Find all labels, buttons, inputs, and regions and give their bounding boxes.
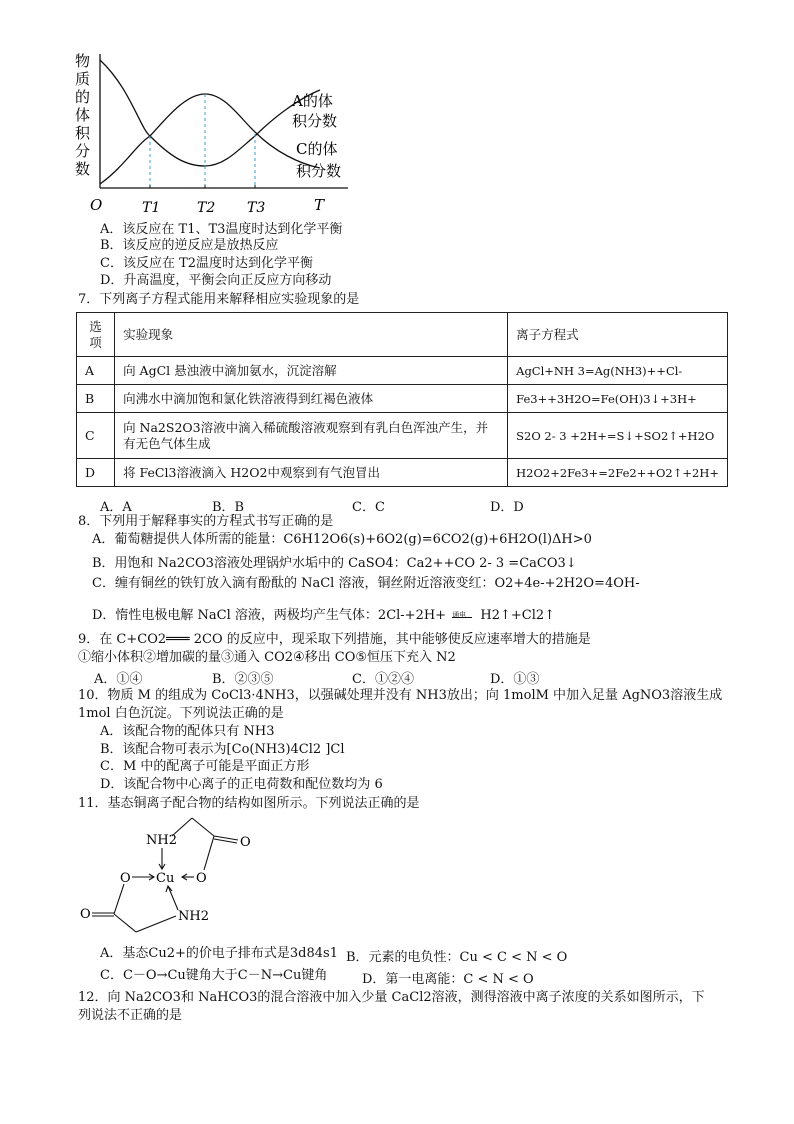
svg-text:数: 数: [75, 160, 91, 178]
bond-co-cu: C－O→Cu: [122, 968, 186, 983]
row-equation: AgCl+NH 3=Ag(NH3)++Cl-: [508, 357, 728, 385]
q6-option-c: C．该反应在 T2温度时达到化学平衡: [100, 256, 314, 271]
q11-option-b: B．元素的电负性：Cu < C < N < O: [346, 950, 568, 965]
q7-table: [76, 312, 728, 487]
svg-text:物: 物: [75, 52, 91, 70]
q9-answer-d: D．①③: [490, 672, 540, 687]
q8-stem: 8．下列用于解释事实的方程式书写正确的是: [78, 514, 334, 529]
q7-answer-b: B．B: [212, 500, 245, 515]
curve-c-label-2: 积分数: [296, 162, 342, 180]
q10-option-a: A．该配合物的配体只有 NH3: [100, 724, 275, 739]
q8-option-d: [92, 608, 555, 624]
table-row: [77, 385, 728, 413]
table-row: [77, 413, 728, 459]
q11-option-c: C．C－O→Cu键角大于C－N→Cu键角: [100, 968, 328, 983]
row-option: D: [77, 459, 115, 487]
t3-label: T3: [247, 200, 266, 216]
q8-option-a: A．葡萄糖提供人体所需的能量：C6H12O6(s)+6O2(g)=6CO2(g)+6H2O(l)ΔH>0: [92, 532, 592, 547]
q10-stem-2: 1mol 白色沉淀。下列说法正确的是: [78, 706, 284, 721]
curve-c-label-1: C的体: [296, 140, 338, 158]
row-phenomenon: 向沸水中滴加饱和氯化铁溶液得到红褐色液体: [115, 385, 508, 413]
q7-stem: 7．下列离子方程式能用来解释相应实验现象的是: [78, 292, 360, 307]
q10-option-d: D．该配合物中心离子的正电荷数和配位数均为 6: [100, 777, 383, 792]
q12-stem-2: 列说法不正确的是: [78, 1008, 183, 1023]
nh2-top-label: NH2: [146, 833, 177, 848]
q6-option-d: D．升高温度，平衡会向正反应方向移动: [100, 273, 332, 288]
x-axis-label: T: [314, 196, 325, 214]
q9-answer-c: C．①②④: [352, 672, 414, 687]
row-equation: S2O 2- 3 +2H+=S↓+SO2↑+H2O: [508, 413, 728, 459]
q10-option-c: C．M 中的配离子可能是平面正方形: [100, 759, 310, 774]
q7-answer-c: C．C: [352, 500, 385, 515]
row-phenomenon: 向 Na2S2O3溶液中滴入稀硫酸溶液观察到有乳白色浑浊产生，并有无色气体生成: [115, 413, 508, 459]
curve-a-label-1: A的体: [292, 92, 333, 110]
q11-stem: 11．基态铜离子配合物的结构如图所示。下列说法正确的是: [78, 796, 420, 811]
curve-a-label-2: 积分数: [292, 112, 338, 130]
q11-option-d: D．第一电离能：C < N < O: [362, 972, 534, 987]
table-row: [77, 459, 728, 487]
q10-stem-1: 10．物质 M 的组成为 CoCl3·4NH3，以强碱处理并没有 NH3放出；向 1molM 中加入足量 AgNO3溶液生成: [78, 688, 723, 703]
q9-stem: 9．在 C+CO2═══ 2CO 的反应中，现采取下列措施，其中能够使反应速率增大的措施是: [78, 632, 591, 647]
table-row: [77, 357, 728, 385]
y-axis-label: [75, 52, 91, 178]
q9-answer-b: B．②③⑤: [212, 672, 274, 687]
q11-option-a: A．基态Cu2+的价电子排布式是3d84s1: [100, 946, 338, 961]
table-header-row: [77, 313, 728, 357]
cu-ion: Cu2+: [148, 946, 186, 961]
o-top-label: O: [240, 835, 251, 850]
header-phenomenon: 实验现象: [115, 313, 508, 357]
t1-label: T1: [142, 200, 161, 216]
q9-measures: ①缩小体积②增加碳的量③通入 CO2④移出 CO⑤恒压下充入 N2: [78, 650, 456, 665]
origin-label: O: [90, 196, 103, 214]
nh2-bottom-label: NH2: [178, 909, 209, 924]
header-equation: 离子方程式: [508, 313, 728, 357]
svg-text:体: 体: [75, 106, 91, 124]
q6-option-b: B．该反应的逆反应是放热反应: [100, 238, 279, 253]
cu-label: Cu: [156, 871, 175, 886]
header-option: 选项: [77, 313, 115, 357]
o-left-label: O: [120, 871, 131, 886]
q7-answer-d: D．D: [490, 500, 524, 515]
equilibrium-graph: [70, 48, 370, 220]
curve-a: [100, 60, 320, 166]
q6-option-a: A．该反应在 T1、T3温度时达到化学平衡: [100, 222, 343, 237]
row-option: A: [77, 357, 115, 385]
q10-option-b: B．该配合物可表示为[Co(NH3)4Cl2 ]Cl: [100, 742, 345, 757]
q8-d-suffix: H2↑+Cl2↑: [480, 608, 556, 623]
o-bottom-label: O: [80, 907, 91, 922]
row-equation: Fe3++3H2O=Fe(OH)3↓+3H+: [508, 385, 728, 413]
q8-option-c: C．缠有铜丝的铁钉放入滴有酚酞的 NaCl 溶液，铜丝附近溶液变红：O2+4e-+2H2O=4OH-: [92, 576, 640, 591]
bond-cn-cu: C－N→Cu: [237, 968, 302, 983]
q12-stem-1: 12．向 Na2CO3和 NaHCO3的混合溶液中加入少量 CaCl2溶液，测得溶液中离子浓度的关系如图所示，下: [78, 990, 705, 1005]
copper-complex-structure: [74, 814, 274, 936]
q8-d-condition: 通电: [452, 611, 467, 619]
svg-text:积: 积: [75, 124, 91, 142]
row-option: B: [77, 385, 115, 413]
row-phenomenon: 将 FeCl3溶液滴入 H2O2中观察到有气泡冒出: [115, 459, 508, 487]
q8-d-prefix: D．惰性电极电解 NaCl 溶液，两极均产生气体：2Cl-+2H+: [92, 608, 447, 623]
svg-text:的: 的: [75, 88, 91, 106]
svg-text:质: 质: [75, 70, 91, 88]
q8-option-b: B．用饱和 Na2CO3溶液处理锅炉水垢中的 CaSO4：Ca2++CO 2- 3 =CaCO3↓: [92, 556, 577, 571]
row-phenomenon: 向 AgCl 悬浊液中滴加氨水，沉淀溶解: [115, 357, 508, 385]
row-option: C: [77, 413, 115, 459]
svg-text:分: 分: [75, 142, 91, 160]
q7-answer-a: A．A: [100, 500, 132, 515]
row-equation: H2O2+2Fe3+=2Fe2++O2↑+2H+: [508, 459, 728, 487]
o-right-label: O: [196, 871, 207, 886]
t2-label: T2: [197, 200, 216, 216]
q9-answer-a: A．①④: [94, 672, 143, 687]
electron-config: 3d84s1: [289, 946, 338, 961]
